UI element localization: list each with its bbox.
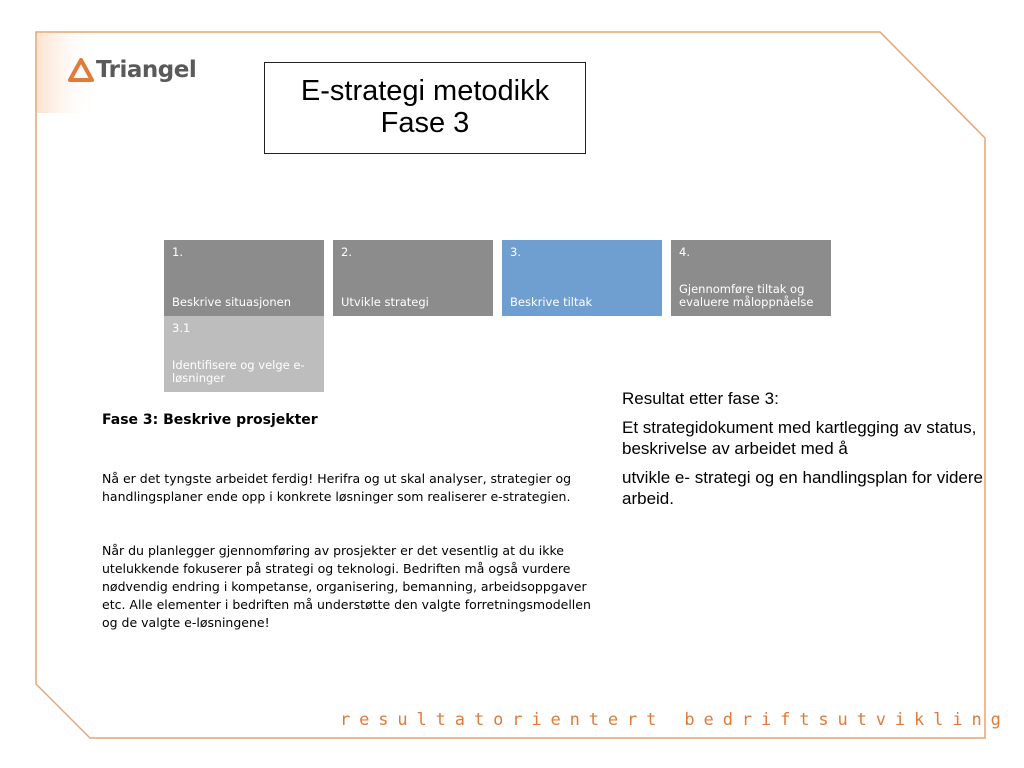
result-line-1: Et strategidokument med kartlegging av status, beskrivelse av arbeidet med å: [622, 418, 977, 458]
step-1-number: 1.: [172, 245, 183, 259]
section-heading: Fase 3: Beskrive prosjekter: [102, 412, 318, 428]
title-line-1: E-strategi metodikk: [300, 75, 550, 107]
result-heading: Resultat etter fase 3:: [622, 389, 779, 408]
logo-text: Triangel: [96, 57, 197, 83]
triangle-logo-icon: [68, 58, 94, 82]
substep-label: Identifisere og velge e-løsninger: [172, 358, 305, 385]
step-3-number: 3.: [510, 245, 521, 259]
substep-3-1-box: [164, 316, 324, 392]
step-2-box: [333, 240, 493, 316]
step-1-label: Beskrive situasjonen: [172, 295, 291, 309]
body-paragraph-2: Når du planlegger gjennomføring av prosjekter er det vesentlig at du ikke utelukkende fokuserer på strategi og teknologi. Bedriften må også vurdere nødvendig endring i kompetanse, organisering, bemanning, arbeidsoppgaver etc. Alle elementer i bedriften må understøtte den valgte forretningsmodellen og de valgte e-løsningene!: [102, 543, 591, 630]
title-line-2: Fase 3: [380, 107, 470, 139]
slide-title: [264, 62, 586, 154]
substep-number: 3.1: [172, 321, 191, 335]
result-line-2: utvikle e- strategi og en handlingsplan for videre arbeid.: [622, 468, 983, 508]
step-4-box: [671, 240, 831, 316]
step-4-label: Gjennomføre tiltak og evaluere måloppnåelse: [679, 282, 814, 309]
step-1-box: [164, 240, 324, 316]
step-2-number: 2.: [341, 245, 352, 259]
step-2-label: Utvikle strategi: [341, 295, 429, 309]
footer-tagline: resultatorientert bedriftsutvikling: [340, 710, 1010, 730]
triangel-logo: [68, 54, 196, 86]
step-4-number: 4.: [679, 245, 690, 259]
step-3-box-active: [502, 240, 662, 316]
step-3-label: Beskrive tiltak: [510, 295, 593, 309]
body-paragraph-1: Nå er det tyngste arbeidet ferdig! Herifra og ut skal analyser, strategier og handlingsplaner ende opp i konkrete løsninger som realiserer e-strategien.: [102, 471, 572, 504]
result-summary: [622, 388, 992, 517]
